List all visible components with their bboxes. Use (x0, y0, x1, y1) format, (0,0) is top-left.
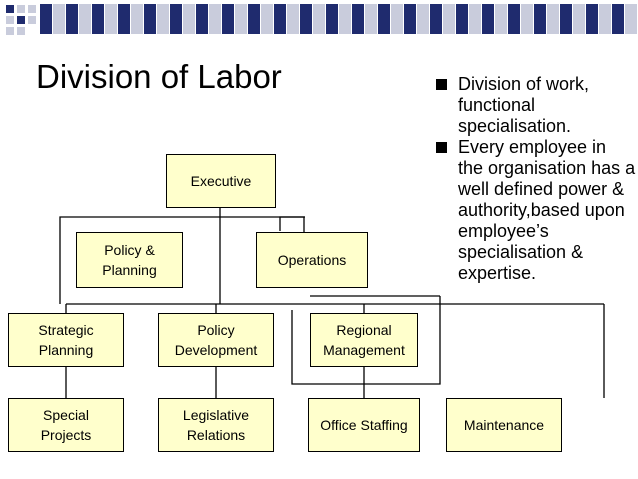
policy-planning-box (76, 232, 183, 288)
strategic-planning-label: Strategic Planning (38, 322, 94, 358)
regional-management-label: Regional Management (323, 322, 405, 358)
special-projects-label: Special Projects (40, 407, 92, 443)
policy-development-label: Policy Development (174, 322, 258, 358)
regional-management-box (310, 313, 418, 367)
legislative-relations-box (158, 398, 274, 452)
legislative-relations-label: Legislative Relations (182, 407, 250, 443)
strategic-planning-box (8, 313, 124, 367)
office-staffing-label: Office Staffing (320, 417, 408, 433)
maintenance-box (446, 398, 562, 452)
maintenance-label: Maintenance (463, 417, 545, 433)
executive-box (166, 154, 276, 208)
square-bullet-icon (436, 142, 447, 153)
bullet-text: Every employee in the organisation has a well defined power & authority,based upon employee’s specialisation & expertise. (458, 137, 636, 283)
bullet-item (436, 137, 636, 284)
policy-planning-label: Policy & Planning (102, 242, 157, 278)
bullet-item (436, 74, 636, 137)
bullet-list (436, 74, 636, 284)
bullet-text: Division of work, functional specialisation. (458, 74, 590, 136)
slide-title: Division of Labor (36, 58, 282, 95)
policy-development-box (158, 313, 274, 367)
special-projects-box (8, 398, 124, 452)
operations-box (256, 232, 368, 288)
operations-label: Operations (277, 252, 347, 268)
executive-label: Executive (190, 173, 252, 189)
square-bullet-icon (436, 79, 447, 90)
office-staffing-box (308, 398, 420, 452)
